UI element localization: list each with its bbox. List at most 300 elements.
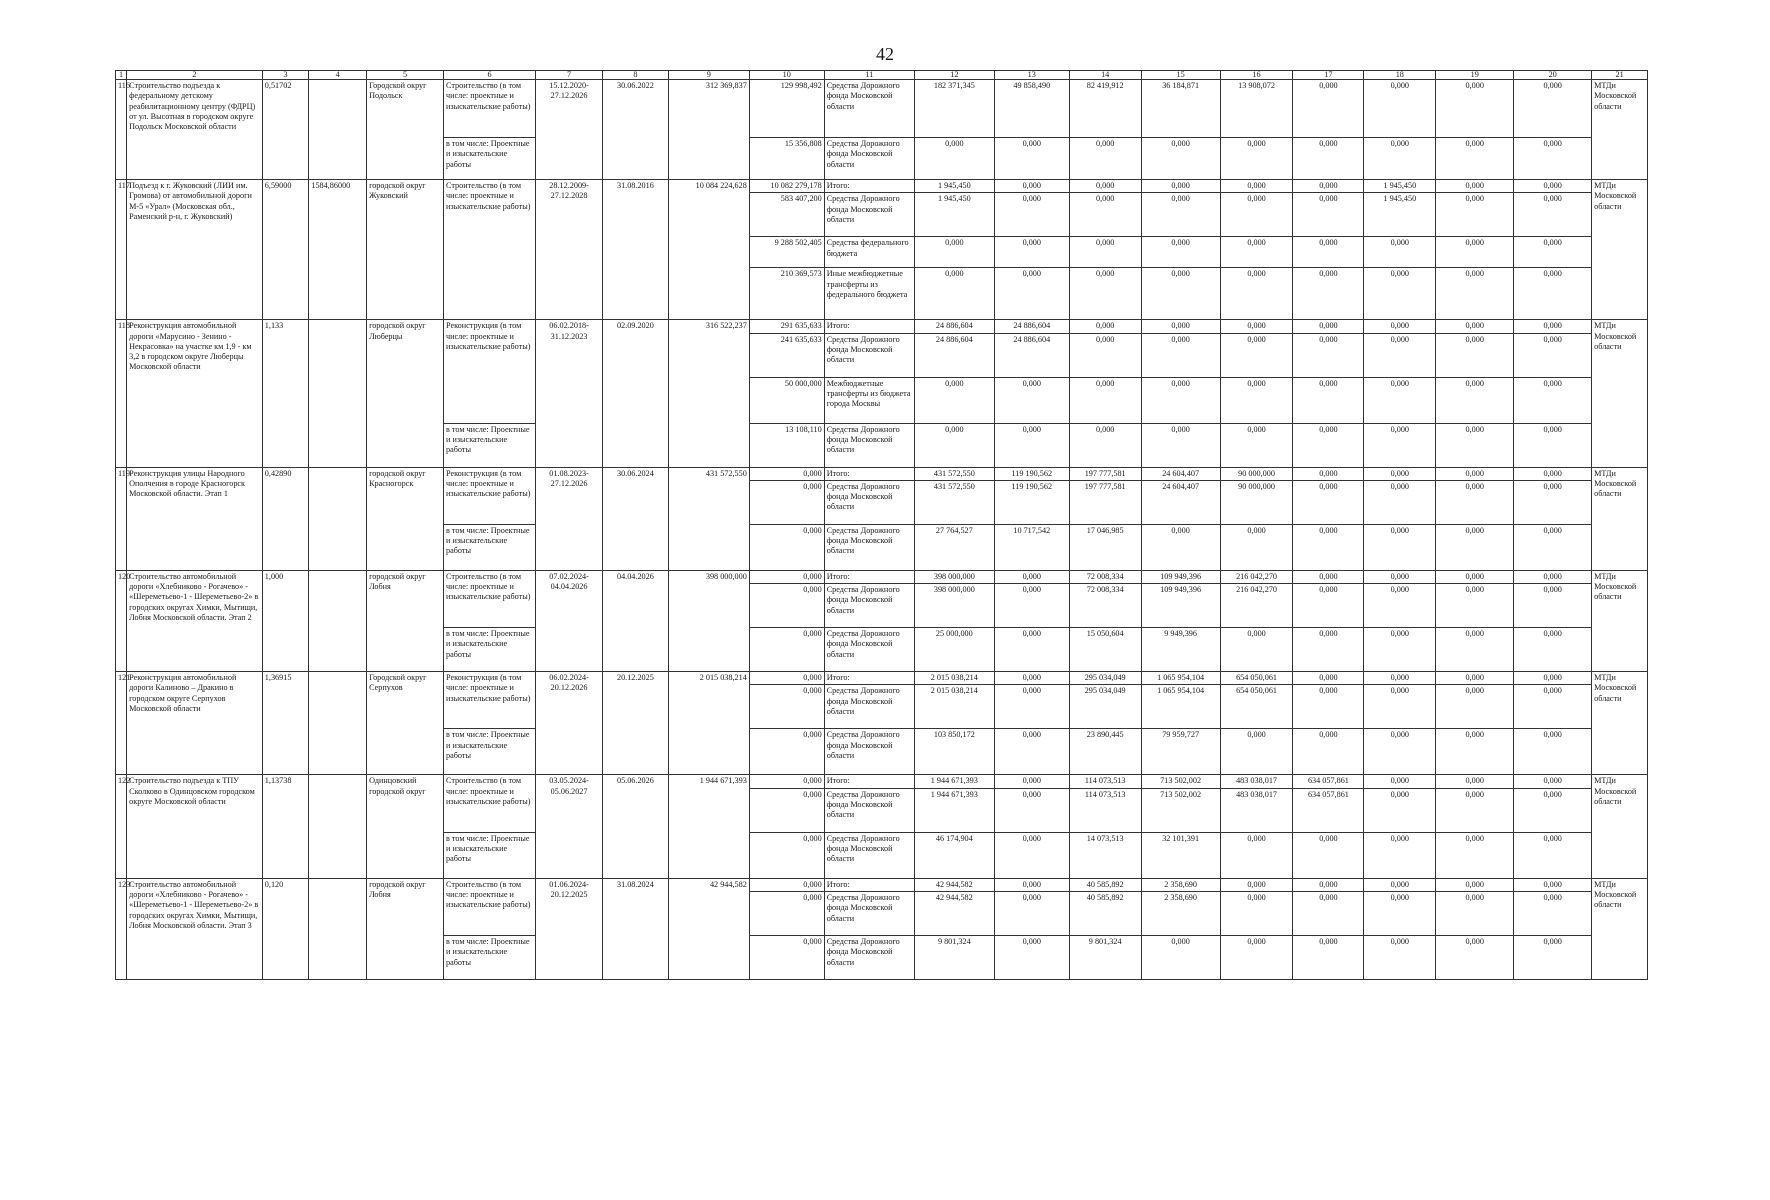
funding-source: Средства Дорожного фонда Московской области: [824, 584, 914, 628]
year-amount-20: 0,000: [1514, 268, 1592, 320]
column-header-14: 14: [1069, 71, 1141, 80]
year-amount-20: 0,000: [1514, 584, 1592, 628]
year-amount-20: 0,000: [1514, 936, 1592, 980]
year-amount-14: 72 008,334: [1069, 570, 1141, 583]
year-amount-13: 0,000: [994, 878, 1069, 891]
financed-amount: 0,000: [749, 788, 824, 832]
total-cost: 1 944 671,393: [668, 775, 749, 878]
year-amount-16: 0,000: [1220, 729, 1293, 775]
year-amount-16: 0,000: [1220, 892, 1293, 936]
funding-source: Средства Дорожного фонда Московской области: [824, 80, 914, 138]
year-amount-12: 431 572,550: [914, 467, 994, 480]
table-row: [116, 775, 1648, 788]
year-amount-17: 0,000: [1293, 729, 1364, 775]
financed-amount: 0,000: [749, 936, 824, 980]
year-amount-16: 0,000: [1220, 628, 1293, 672]
funding-source: Средства Дорожного фонда Московской области: [824, 892, 914, 936]
year-amount-20: 0,000: [1514, 524, 1592, 570]
funding-source: Средства Дорожного фонда Московской области: [824, 832, 914, 878]
district-name: городской округ Лобня: [367, 878, 444, 979]
year-amount-14: 72 008,334: [1069, 584, 1141, 628]
year-amount-19: 0,000: [1436, 672, 1514, 685]
year-amount-14: 40 585,892: [1069, 892, 1141, 936]
year-amount-13: 0,000: [994, 584, 1069, 628]
year-amount-12: 2 015 038,214: [914, 685, 994, 729]
year-amount-13: 0,000: [994, 570, 1069, 583]
year-amount-18: 0,000: [1364, 237, 1436, 268]
funding-source: Средства Дорожного фонда Московской области: [824, 333, 914, 377]
financed-amount: 129 998,492: [749, 80, 824, 138]
responsible-executor: МТДи Московской области: [1592, 570, 1648, 671]
funding-source: Итого:: [824, 775, 914, 788]
work-type: Строительство (в том числе: проектные и изыскательские работы): [444, 570, 536, 627]
year-amount-12: 1 945,450: [914, 180, 994, 193]
year-amount-20: 0,000: [1514, 180, 1592, 193]
year-amount-14: 114 073,513: [1069, 788, 1141, 832]
year-amount-15: 2 358,690: [1141, 878, 1220, 891]
work-type: Реконструкция (в том числе: проектные и изыскательские работы): [444, 467, 536, 524]
year-amount-15: 713 502,002: [1141, 788, 1220, 832]
year-amount-16: 90 000,000: [1220, 467, 1293, 480]
total-cost: 10 084 224,628: [668, 180, 749, 320]
year-amount-18: 0,000: [1364, 80, 1436, 138]
year-amount-13: 0,000: [994, 628, 1069, 672]
length-km: 1,000: [262, 570, 309, 671]
completion-date: 20.12.2025: [602, 672, 668, 775]
year-amount-18: 0,000: [1364, 467, 1436, 480]
year-amount-15: 1 065 954,104: [1141, 672, 1220, 685]
year-amount-20: 0,000: [1514, 672, 1592, 685]
year-amount-13: 0,000: [994, 672, 1069, 685]
funding-source: Итого:: [824, 570, 914, 583]
year-amount-18: 0,000: [1364, 570, 1436, 583]
year-amount-19: 0,000: [1436, 377, 1514, 423]
object-name: Реконструкция автомобильной дороги Калиново – Дракино в городском округе Серпухов Московской области: [127, 672, 263, 775]
capacity: [309, 775, 367, 878]
year-amount-14: 17 046,985: [1069, 524, 1141, 570]
year-amount-16: 0,000: [1220, 237, 1293, 268]
capacity: [309, 570, 367, 671]
year-amount-18: 0,000: [1364, 268, 1436, 320]
year-amount-16: 0,000: [1220, 193, 1293, 237]
year-amount-12: 24 886,604: [914, 333, 994, 377]
year-amount-15: 0,000: [1141, 936, 1220, 980]
column-header-9: 9: [668, 71, 749, 80]
total-cost: 312 369,837: [668, 80, 749, 180]
year-amount-17: 0,000: [1293, 685, 1364, 729]
year-amount-17: 0,000: [1293, 180, 1364, 193]
year-amount-17: 0,000: [1293, 138, 1364, 180]
funding-source: Средства Дорожного фонда Московской области: [824, 936, 914, 980]
year-amount-18: 0,000: [1364, 377, 1436, 423]
year-amount-16: 483 038,017: [1220, 788, 1293, 832]
financed-amount: 0,000: [749, 480, 824, 524]
year-amount-14: 0,000: [1069, 377, 1141, 423]
total-cost: 42 944,582: [668, 878, 749, 979]
completion-date: 30.06.2022: [602, 80, 668, 180]
year-amount-15: 0,000: [1141, 333, 1220, 377]
year-amount-16: 0,000: [1220, 936, 1293, 980]
year-amount-15: 0,000: [1141, 423, 1220, 467]
year-amount-17: 634 057,861: [1293, 788, 1364, 832]
column-header-3: 3: [262, 71, 309, 80]
year-amount-15: 32 101,391: [1141, 832, 1220, 878]
year-amount-20: 0,000: [1514, 570, 1592, 583]
year-amount-16: 90 000,000: [1220, 480, 1293, 524]
year-amount-15: 36 184,871: [1141, 80, 1220, 138]
capacity: [309, 80, 367, 180]
year-amount-19: 0,000: [1436, 892, 1514, 936]
year-amount-19: 0,000: [1436, 685, 1514, 729]
total-cost: 431 572,550: [668, 467, 749, 570]
year-amount-14: 0,000: [1069, 268, 1141, 320]
funding-source: Средства Дорожного фонда Московской области: [824, 628, 914, 672]
total-cost: 398 000,000: [668, 570, 749, 671]
column-header-1: 1: [116, 71, 127, 80]
year-amount-12: 0,000: [914, 423, 994, 467]
column-header-20: 20: [1514, 71, 1592, 80]
year-amount-19: 0,000: [1436, 268, 1514, 320]
capacity: 1584,86000: [309, 180, 367, 320]
object-name: Строительство подъезда к ТПУ Сколково в Одинцовском городском округе Московской области: [127, 775, 263, 878]
work-period: 03.05.2024-05.06.2027: [536, 775, 603, 878]
funding-source: Иные межбюджетные трансферты из федерального бюджета: [824, 268, 914, 320]
year-amount-14: 295 034,049: [1069, 672, 1141, 685]
year-amount-14: 0,000: [1069, 193, 1141, 237]
column-header-11: 11: [824, 71, 914, 80]
column-header-17: 17: [1293, 71, 1364, 80]
responsible-executor: МТДи Московской области: [1592, 878, 1648, 979]
year-amount-18: 0,000: [1364, 775, 1436, 788]
funding-source: Итого:: [824, 672, 914, 685]
year-amount-17: 0,000: [1293, 672, 1364, 685]
year-amount-18: 0,000: [1364, 729, 1436, 775]
year-amount-20: 0,000: [1514, 320, 1592, 333]
year-amount-15: 0,000: [1141, 180, 1220, 193]
year-amount-12: 24 886,604: [914, 320, 994, 333]
length-km: 0,51702: [262, 80, 309, 180]
year-amount-18: 0,000: [1364, 936, 1436, 980]
work-period: 28.12.2009-27.12.2028: [536, 180, 603, 320]
financed-amount: 0,000: [749, 878, 824, 891]
year-amount-16: 0,000: [1220, 138, 1293, 180]
year-amount-18: 0,000: [1364, 788, 1436, 832]
length-km: 0,42890: [262, 467, 309, 570]
column-header-19: 19: [1436, 71, 1514, 80]
year-amount-13: 24 886,604: [994, 333, 1069, 377]
financed-amount: 0,000: [749, 892, 824, 936]
financed-amount: 0,000: [749, 775, 824, 788]
year-amount-14: 197 777,581: [1069, 467, 1141, 480]
year-amount-17: 0,000: [1293, 628, 1364, 672]
financed-amount: 0,000: [749, 524, 824, 570]
year-amount-12: 103 850,172: [914, 729, 994, 775]
year-amount-16: 654 050,061: [1220, 672, 1293, 685]
year-amount-18: 0,000: [1364, 333, 1436, 377]
year-amount-12: 0,000: [914, 138, 994, 180]
work-period: 01.08.2023-27.12.2026: [536, 467, 603, 570]
year-amount-15: 713 502,002: [1141, 775, 1220, 788]
completion-date: 04.04.2026: [602, 570, 668, 671]
year-amount-17: 0,000: [1293, 320, 1364, 333]
year-amount-15: 0,000: [1141, 138, 1220, 180]
financed-amount: 0,000: [749, 672, 824, 685]
responsible-executor: МТДи Московской области: [1592, 180, 1648, 320]
district-name: городской округ Красногорск: [367, 467, 444, 570]
year-amount-18: 1 945,450: [1364, 193, 1436, 237]
year-amount-15: 1 065 954,104: [1141, 685, 1220, 729]
year-amount-15: 9 949,396: [1141, 628, 1220, 672]
row-number: 119: [116, 467, 127, 570]
work-period: 06.02.2018-31.12.2023: [536, 320, 603, 467]
row-number: 118: [116, 320, 127, 467]
year-amount-12: 398 000,000: [914, 584, 994, 628]
funding-source: Средства Дорожного фонда Московской области: [824, 193, 914, 237]
object-name: Подъезд к г. Жуковский (ЛИИ им. Громова) от автомобильной дороги М-5 «Урал» (Московская обл., Раменский р-н, г. Жуковский): [127, 180, 263, 320]
year-amount-19: 0,000: [1436, 467, 1514, 480]
column-header-13: 13: [994, 71, 1069, 80]
year-amount-19: 0,000: [1436, 936, 1514, 980]
year-amount-16: 654 050,061: [1220, 685, 1293, 729]
column-header-10: 10: [749, 71, 824, 80]
year-amount-16: 0,000: [1220, 377, 1293, 423]
year-amount-16: 216 042,270: [1220, 584, 1293, 628]
year-amount-20: 0,000: [1514, 892, 1592, 936]
year-amount-14: 23 890,445: [1069, 729, 1141, 775]
year-amount-15: 79 959,727: [1141, 729, 1220, 775]
financed-amount: 0,000: [749, 628, 824, 672]
year-amount-20: 0,000: [1514, 685, 1592, 729]
length-km: 1,133: [262, 320, 309, 467]
year-amount-17: 0,000: [1293, 237, 1364, 268]
object-name: Реконструкция улицы Народного Ополчения в городе Красногорск Московской области. Этап 1: [127, 467, 263, 570]
year-amount-14: 0,000: [1069, 138, 1141, 180]
year-amount-16: 483 038,017: [1220, 775, 1293, 788]
year-amount-20: 0,000: [1514, 628, 1592, 672]
row-number: 116: [116, 80, 127, 180]
year-amount-20: 0,000: [1514, 729, 1592, 775]
total-cost: 316 522,237: [668, 320, 749, 467]
work-period: 06.02.2024-20.12.2026: [536, 672, 603, 775]
district-name: городской округ Лобня: [367, 570, 444, 671]
table-row: [116, 320, 1648, 333]
year-amount-19: 0,000: [1436, 788, 1514, 832]
year-amount-17: 0,000: [1293, 268, 1364, 320]
year-amount-13: 0,000: [994, 685, 1069, 729]
page-number: 42: [876, 44, 894, 64]
year-amount-17: 0,000: [1293, 892, 1364, 936]
year-amount-17: 634 057,861: [1293, 775, 1364, 788]
year-amount-12: 182 371,345: [914, 80, 994, 138]
funding-source: Итого:: [824, 878, 914, 891]
year-amount-20: 0,000: [1514, 80, 1592, 138]
year-amount-19: 0,000: [1436, 237, 1514, 268]
column-header-16: 16: [1220, 71, 1293, 80]
year-amount-20: 0,000: [1514, 333, 1592, 377]
financed-amount: 0,000: [749, 832, 824, 878]
year-amount-20: 0,000: [1514, 480, 1592, 524]
table-row: [116, 180, 1648, 193]
row-number: 123: [116, 878, 127, 979]
year-amount-17: 0,000: [1293, 832, 1364, 878]
year-amount-18: 0,000: [1364, 524, 1436, 570]
column-header-21: 21: [1592, 71, 1648, 80]
year-amount-14: 9 801,324: [1069, 936, 1141, 980]
year-amount-17: 0,000: [1293, 377, 1364, 423]
year-amount-16: 0,000: [1220, 333, 1293, 377]
funding-source: Средства Дорожного фонда Московской области: [824, 524, 914, 570]
object-name: Строительство подъезда к федеральному детскому реабилитационному центру (ФДРЦ) от ул. Высотная в городском округе Подольск Московской области: [127, 80, 263, 180]
district-name: Одинцовский городской округ: [367, 775, 444, 878]
year-amount-12: 42 944,582: [914, 892, 994, 936]
table-row: [116, 80, 1648, 138]
work-type: Строительство (в том числе: проектные и изыскательские работы): [444, 775, 536, 832]
year-amount-17: 0,000: [1293, 480, 1364, 524]
year-amount-14: 15 050,604: [1069, 628, 1141, 672]
funding-source: Средства федерального бюджета: [824, 237, 914, 268]
year-amount-20: 0,000: [1514, 423, 1592, 467]
funding-source: Средства Дорожного фонда Московской области: [824, 138, 914, 180]
length-km: 1,13738: [262, 775, 309, 878]
year-amount-14: 40 585,892: [1069, 878, 1141, 891]
year-amount-14: 0,000: [1069, 333, 1141, 377]
year-amount-13: 0,000: [994, 377, 1069, 423]
responsible-executor: МТДи Московской области: [1592, 467, 1648, 570]
year-amount-12: 0,000: [914, 237, 994, 268]
year-amount-13: 0,000: [994, 423, 1069, 467]
year-amount-12: 0,000: [914, 377, 994, 423]
work-type: Строительство (в том числе: проектные и изыскательские работы): [444, 878, 536, 935]
column-header-8: 8: [602, 71, 668, 80]
year-amount-18: 0,000: [1364, 423, 1436, 467]
year-amount-13: 0,000: [994, 180, 1069, 193]
year-amount-20: 0,000: [1514, 193, 1592, 237]
work-type-design: в том числе: Проектные и изыскательские работы: [444, 832, 536, 878]
column-header-5: 5: [367, 71, 444, 80]
year-amount-18: 1 945,450: [1364, 180, 1436, 193]
year-amount-20: 0,000: [1514, 775, 1592, 788]
year-amount-17: 0,000: [1293, 878, 1364, 891]
year-amount-18: 0,000: [1364, 672, 1436, 685]
year-amount-15: 0,000: [1141, 237, 1220, 268]
capacity: [309, 878, 367, 979]
work-period: 01.06.2024-20.12.2025: [536, 878, 603, 979]
column-header-4: 4: [309, 71, 367, 80]
year-amount-14: 14 073,513: [1069, 832, 1141, 878]
year-amount-16: 0,000: [1220, 832, 1293, 878]
financed-amount: 0,000: [749, 467, 824, 480]
capacity: [309, 672, 367, 775]
financed-amount: 50 000,000: [749, 377, 824, 423]
year-amount-19: 0,000: [1436, 423, 1514, 467]
responsible-executor: МТДи Московской области: [1592, 320, 1648, 467]
financed-amount: 9 288 502,405: [749, 237, 824, 268]
year-amount-15: 109 949,396: [1141, 570, 1220, 583]
work-type: Строительство (в том числе: проектные и изыскательские работы): [444, 180, 536, 320]
object-name: Строительство автомобильной дороги «Хлебниково - Рогачево» - «Шереметьево-1 - Шереметьево-2» в городских округах Химки, Мытищи, Лобня Московской области. Этап 2: [127, 570, 263, 671]
year-amount-15: 24 604,407: [1141, 480, 1220, 524]
work-type-design: в том числе: Проектные и изыскательские работы: [444, 936, 536, 980]
year-amount-15: 0,000: [1141, 320, 1220, 333]
length-km: 0,120: [262, 878, 309, 979]
length-km: 6,59000: [262, 180, 309, 320]
funding-source: Итого:: [824, 320, 914, 333]
capacity: [309, 467, 367, 570]
year-amount-12: 398 000,000: [914, 570, 994, 583]
table-row: [116, 570, 1648, 583]
district-name: Городской округ Серпухов: [367, 672, 444, 775]
year-amount-20: 0,000: [1514, 878, 1592, 891]
responsible-executor: МТДи Московской области: [1592, 80, 1648, 180]
year-amount-14: 82 419,912: [1069, 80, 1141, 138]
year-amount-19: 0,000: [1436, 524, 1514, 570]
financed-amount: 241 635,633: [749, 333, 824, 377]
year-amount-13: 10 717,542: [994, 524, 1069, 570]
year-amount-13: 0,000: [994, 268, 1069, 320]
year-amount-14: 0,000: [1069, 180, 1141, 193]
table-row: [116, 467, 1648, 480]
completion-date: 31.08.2024: [602, 878, 668, 979]
year-amount-13: 0,000: [994, 237, 1069, 268]
year-amount-14: 0,000: [1069, 423, 1141, 467]
year-amount-14: 114 073,513: [1069, 775, 1141, 788]
financed-amount: 0,000: [749, 584, 824, 628]
financed-amount: 10 082 279,178: [749, 180, 824, 193]
year-amount-16: 0,000: [1220, 180, 1293, 193]
work-type: Реконструкция (в том числе: проектные и изыскательские работы): [444, 672, 536, 729]
funding-source: Итого:: [824, 180, 914, 193]
row-number: 121: [116, 672, 127, 775]
funding-source: Средства Дорожного фонда Московской области: [824, 729, 914, 775]
column-header-18: 18: [1364, 71, 1436, 80]
work-type-design: в том числе: Проектные и изыскательские работы: [444, 524, 536, 570]
year-amount-14: 295 034,049: [1069, 685, 1141, 729]
year-amount-13: 0,000: [994, 832, 1069, 878]
work-type-design: в том числе: Проектные и изыскательские работы: [444, 729, 536, 775]
year-amount-20: 0,000: [1514, 832, 1592, 878]
completion-date: 02.09.2020: [602, 320, 668, 467]
year-amount-12: 25 000,000: [914, 628, 994, 672]
year-amount-19: 0,000: [1436, 775, 1514, 788]
year-amount-12: 1 944 671,393: [914, 775, 994, 788]
completion-date: 31.08.2016: [602, 180, 668, 320]
object-name: Строительство автомобильной дороги «Хлебниково - Рогачево» - «Шереметьево-1 - Шереметьево-2» в городских округах Химки, Мытищи, Лобня Московской области. Этап 3: [127, 878, 263, 979]
year-amount-19: 0,000: [1436, 80, 1514, 138]
year-amount-13: 0,000: [994, 729, 1069, 775]
work-type: в том числе: Проектные и изыскательские работы: [444, 138, 536, 180]
year-amount-15: 0,000: [1141, 268, 1220, 320]
year-amount-13: 0,000: [994, 892, 1069, 936]
year-amount-18: 0,000: [1364, 138, 1436, 180]
year-amount-17: 0,000: [1293, 467, 1364, 480]
financed-amount: 0,000: [749, 570, 824, 583]
year-amount-13: 0,000: [994, 936, 1069, 980]
year-amount-18: 0,000: [1364, 480, 1436, 524]
year-amount-16: 0,000: [1220, 524, 1293, 570]
responsible-executor: МТДи Московской области: [1592, 775, 1648, 878]
year-amount-19: 0,000: [1436, 138, 1514, 180]
completion-date: 30.06.2024: [602, 467, 668, 570]
row-number: 117: [116, 180, 127, 320]
budget-table: [115, 70, 1648, 980]
year-amount-20: 0,000: [1514, 377, 1592, 423]
year-amount-13: 0,000: [994, 193, 1069, 237]
year-amount-18: 0,000: [1364, 628, 1436, 672]
financed-amount: 583 407,200: [749, 193, 824, 237]
year-amount-12: 2 015 038,214: [914, 672, 994, 685]
year-amount-15: 2 358,690: [1141, 892, 1220, 936]
year-amount-20: 0,000: [1514, 788, 1592, 832]
